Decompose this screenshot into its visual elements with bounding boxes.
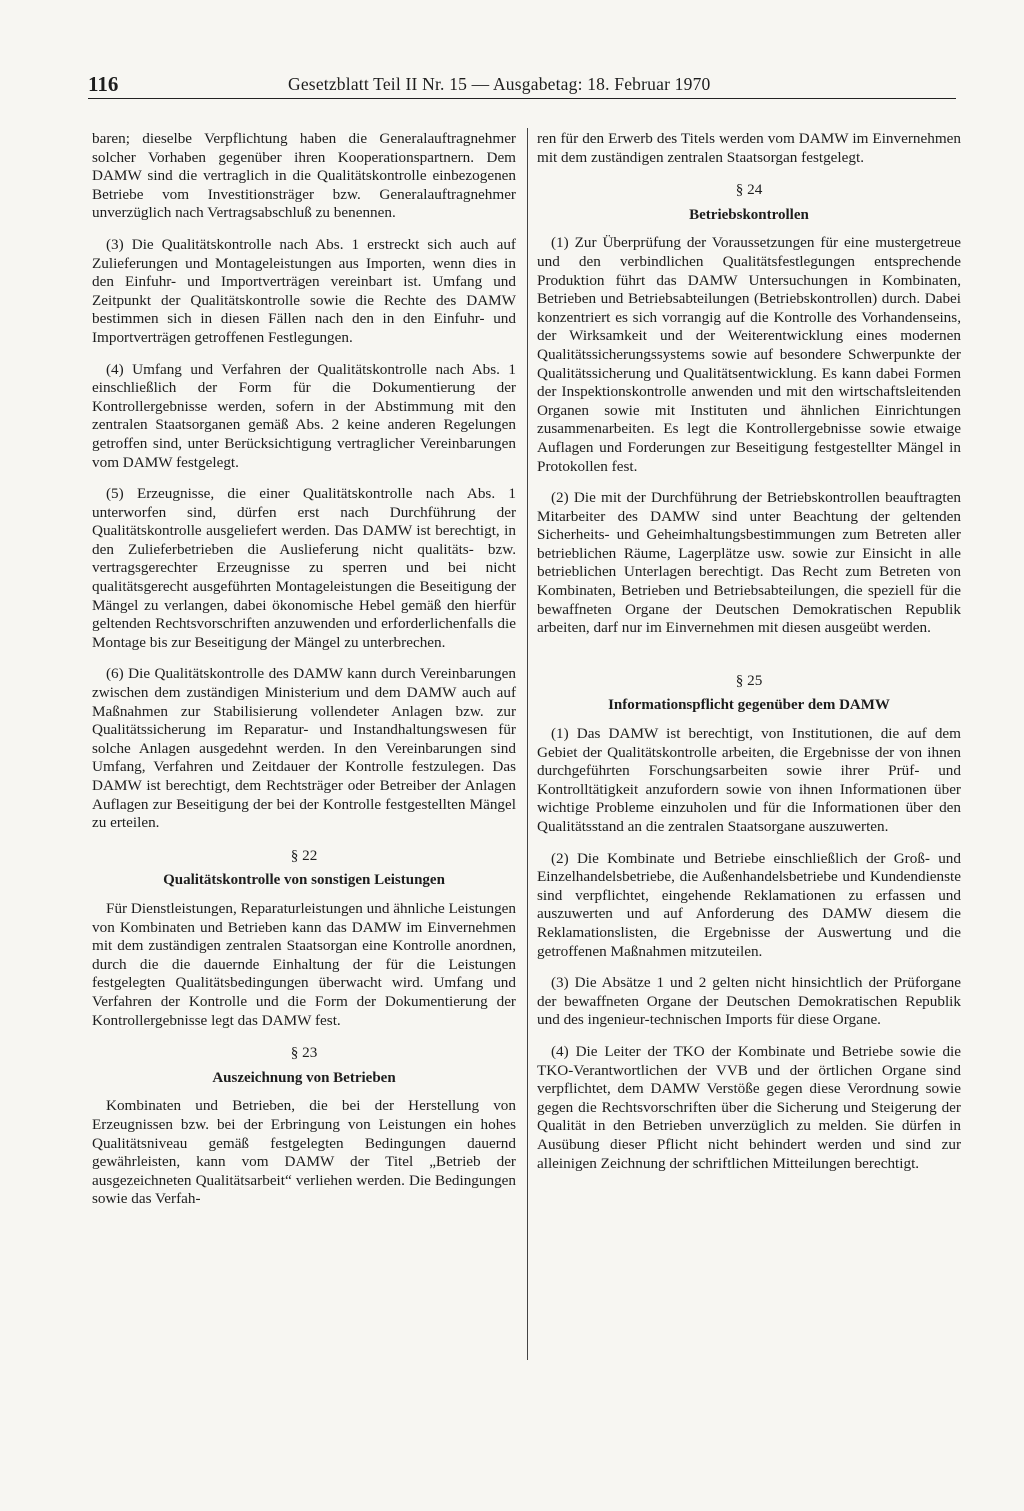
section-25-paragraph-3: (3) Die Absätze 1 und 2 gelten nicht hinsichtlich der Prüforgane der bewaffneten Organe der Deutschen Demokratischen Republik und des ingenieur-technischen Imports für diese Organe. (537, 974, 961, 1029)
section-25-paragraph-1: (1) Das DAMW ist berechtigt, von Institutionen, die auf dem Gebiet der Qualitätskontrolle arbeiten, die Ergebnisse der von ihnen durchgeführten Forschungsarbeiten sowie ihrer Prüf- und Kontrolltätigkeit anzufordern sowie von ihnen Informationen über wichtige Probleme einzuholen und für die Informationen über den Qualitätsstand an die zentralen Staatsorgane auszuwerten. (537, 725, 961, 835)
section-23-title: Auszeichnung von Betrieben (212, 1069, 396, 1086)
paragraph-4: (4) Umfang und Verfahren der Qualitätskontrolle nach Abs. 1 einschließlich der Form für die Dokumentierung der Kontrollergebnisse werden, sofern in der Abstimmung mit den zentralen Staatsorganen gemäß Abs. 2 keine anderen Regelungen getroffen sind, unter Berücksichtigung vertraglicher Vereinbarungen vom DAMW festgelegt. (92, 360, 516, 471)
right-column (537, 130, 961, 1361)
paragraph-6: (6) Die Qualitätskontrolle des DAMW kann durch Vereinbarungen zwischen dem zuständigen Ministerium und dem DAMW auch auf Maßnahmen zur Stabilisierung vollendeter Anlagen bzw. zur Qualitätssicherung im Reparatur- und Instandhaltungswesen für solche Anlagen ausgedehnt werden. In den Vereinbarungen sind Umfang, Verfahren und Zeitdauer der Kontrolle festzulegen. Das DAMW ist berechtigt, dem Rechtsträger oder Betreiber der Anlagen Auflagen zur Beseitigung der bei der Kontrolle festgestellten Mängel zu erteilen. (92, 665, 516, 832)
paragraph-continued-right: ren für den Erwerb des Titels werden vom DAMW im Einvernehmen mit dem zuständigen zentralen Staatsorgan festgelegt. (537, 130, 961, 166)
section-25-paragraph-4: (4) Die Leiter der TKO der Kombinate und Betriebe sowie die TKO-Verantwortlichen der VVB und der örtlichen Organe sind verpflichtet, dem DAMW Verstöße gegen diese Verordnung sowie gegen die Rechtsvorschriften über die Sicherung und Steigerung der Qualität in den Betrieben unverzüglich zu melden. Sie dürfen in Ausübung dieser Pflicht nicht behindert werden und sind zur alleinigen Zeichnung der schriftlichen Mitteilungen berechtigt. (537, 1042, 961, 1172)
paragraph-5: (5) Erzeugnisse, die einer Qualitätskontrolle nach Abs. 1 unterworfen sind, dürfen erst nach Durchführung der Qualitätskontrolle ausgeliefert werden. Das DAMW ist berechtigt, in den Zulieferbetrieben die Auslieferung nicht qualitäts- bzw. vertragsgerechter Erzeugnisse zu sperren und bei nicht qualitätsgerecht ausgeführten Montageleistungen die Beseitigung der Mängel zu verlangen, dabei ökonomische Hebel gemäß den hierfür geltenden Rechtsvorschriften anzuwenden und erforderlichenfalls die Montage bis zur Beseitigung der Mängel zu unterbrechen. (92, 485, 516, 651)
section-23-text: Kombinaten und Betrieben, die bei der Herstellung von Erzeugnissen bzw. bei der Erbringung von Leistungen ein hohes Qualitätsniveau gemäß festgelegten Bedingungen dauernd gewährleisten, kann vom DAMW der Titel „Betrieb der ausgezeichneten Qualitätsarbeit“ verliehen werden. Die Bedingungen sowie das Verfah- (92, 1097, 516, 1208)
running-head: Gesetzblatt Teil II Nr. 15 — Ausgabetag: 18. Februar 1970 (288, 74, 711, 94)
column-divider (527, 128, 528, 1360)
paragraph-continued: baren; dieselbe Verpflichtung haben die Generalauftragnehmer solcher Vorhaben gegenüber ihren Kooperationspartnern. Dem DAMW sind die vertraglich in die Qualitätskontrolle einbezogenen Betriebe vom Investitionsträger bzw. Generalauftragnehmer unverzüglich nach Vertragsabschluß zu benennen. (92, 130, 516, 222)
section-23-number: § 23 (290, 1044, 318, 1062)
page-number: 116 (88, 72, 119, 96)
section-24-title: Betriebskontrollen (689, 206, 809, 223)
paragraph-3: (3) Die Qualitätskontrolle nach Abs. 1 erstreckt sich auch auf Zulieferungen und Montageleistungen aus Importen, wenn dies in den Einfuhr- und Importverträgen vereinbart ist. Umfang und Zeitpunkt der Qualitätskontrolle sowie die Rechte des DAMW bestimmen sich in diesen Fällen nach den in den Einfuhr- und Importverträgen getroffenen Festlegungen. (92, 235, 516, 346)
section-22-title: Qualitätskontrolle von sonstigen Leistungen (163, 872, 445, 889)
page-header (88, 72, 956, 99)
section-25-title: Informationspflicht gegenüber dem DAMW (608, 697, 890, 714)
section-24-paragraph-1: (1) Zur Überprüfung der Voraussetzungen für eine mustergetreue und den verbindlichen Qualitätsfestlegungen entsprechende Produktion führt das DAMW Untersuchungen in Kombinaten, Betrieben und Betriebsabteilungen (Betriebskontrollen) durch. Dabei konzentriert es sich vorrangig auf die Kontrolle des Vorhandenseins, der Wirksamkeit und der Weiterentwicklung eines modernen Qualitätssicherungssystems sowie auf besondere Schwerpunkte der Qualitätssicherung und Qualitätsentwicklung. Es kann dabei Formen der Inspektionskontrolle anwenden und mit den wirtschaftsleitenden Organen sowie mit Instituten und ähnlichen Einrichtungen zusammenarbeiten. Es legt die Kontrollergebnisse sowie etwaige Auflagen und Forderungen zur Beseitigung festgestellter Mängel in Protokollen fest. (537, 234, 961, 475)
section-22-text: Für Dienstleistungen, Reparaturleistungen und ähnliche Leistungen von Kombinaten und Betrieben kann das DAMW im Einvernehmen mit dem zuständigen zentralen Staatsorgan eine Kontrolle anordnen, durch die die dauernde Einhaltung der für die Leistungen festgelegten Qualitätsbedingungen überwacht wird. Umfang und Verfahren der Kontrolle und die Form der Dokumentierung der Kontrollergebnisse legt das DAMW fest. (92, 899, 516, 1029)
section-24-number: § 24 (735, 181, 763, 199)
section-25-number: § 25 (735, 671, 763, 689)
left-column (92, 130, 516, 1361)
section-25-paragraph-2: (2) Die Kombinate und Betriebe einschließlich der Groß- und Einzelhandelsbetriebe, die Außenhandelsbetriebe und Kundendienste sind verpflichtet, eingehende Reklamationen zu erfassen und auszuwerten und auf Anforderung des DAMW diesem die Reklamationslisten, die Ergebnisse der Auswertung und die getroffenen Maßnahmen mitzuteilen. (537, 849, 961, 960)
section-22-number: § 22 (290, 846, 318, 864)
section-24-paragraph-2: (2) Die mit der Durchführung der Betriebskontrollen beauftragten Mitarbeiter des DAMW sind unter Beachtung der geltenden Sicherheits- und Geheimhaltungsbestimmungen zum Betreten aller betrieblichen Räume, Lagerplätze usw. sowie zur Einsicht in alle betrieblichen Unterlagen berechtigt. Das Recht zum Betreten von Kombinaten, Betrieben und Betriebsabteilungen, die speziell für die bewaffneten Organe der Deutschen Demokratischen Republik arbeiten, darf nur im Einvernehmen mit diesen ausgeübt werden. (537, 489, 961, 637)
